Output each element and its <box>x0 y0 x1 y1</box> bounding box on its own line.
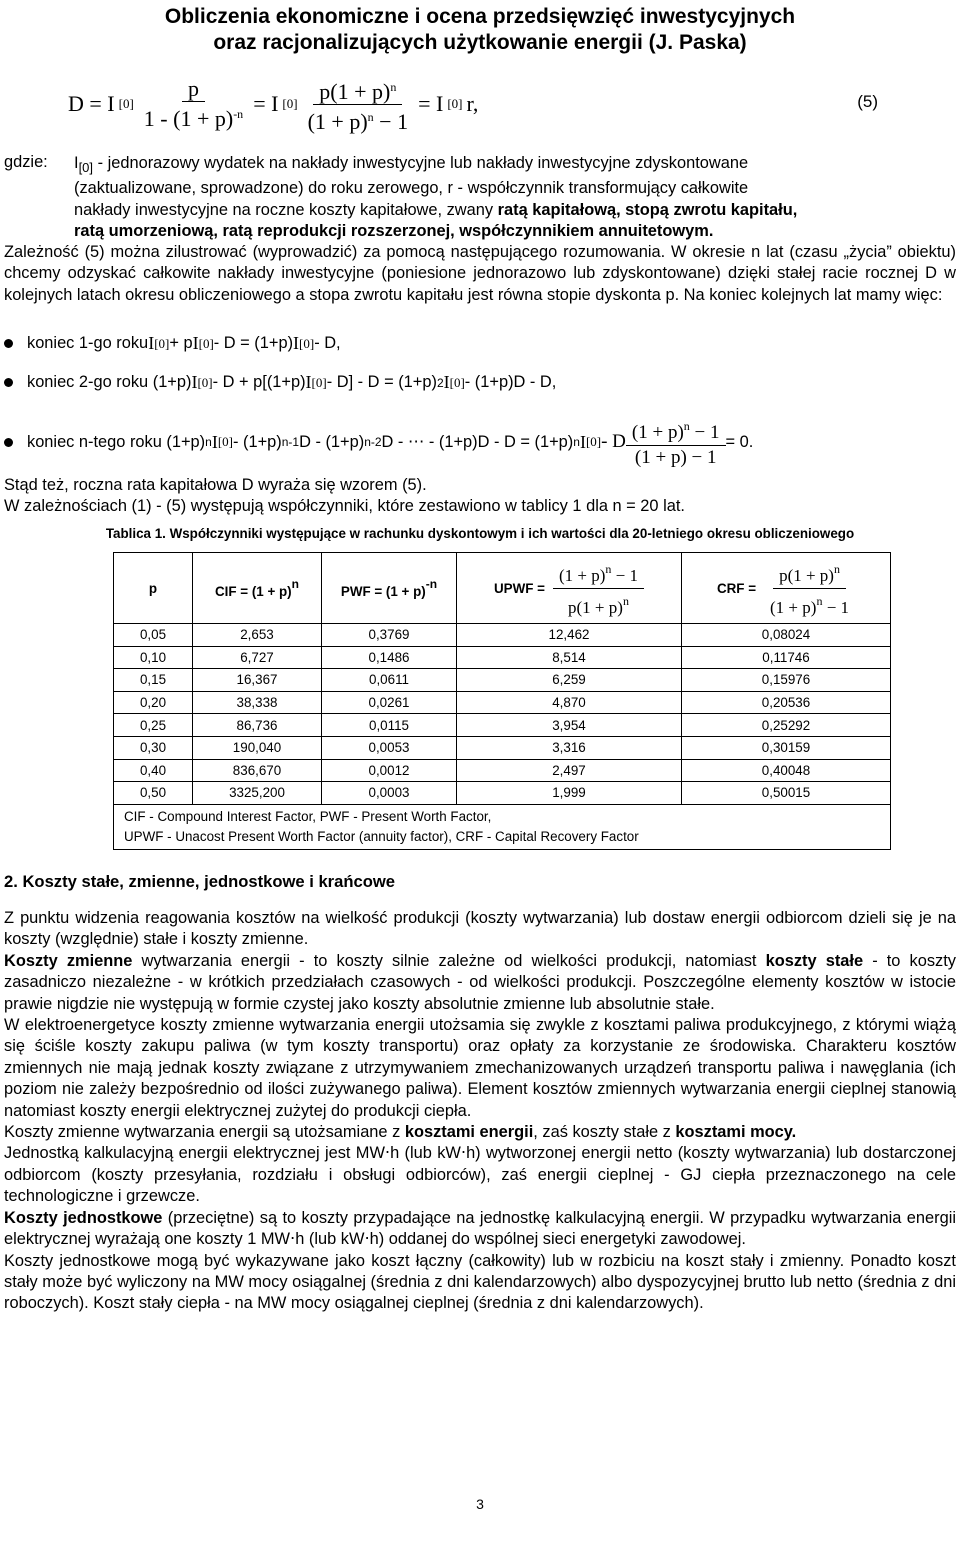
col-header-crf: CRF = $\frac{p(1 + p)^n}{(1 + p)^n - 1}$ <box>682 553 891 624</box>
table-cell: 0,30 <box>114 736 193 759</box>
col-header-pwf: PWF = (1 + p)-n <box>322 553 457 624</box>
table-cell: 16,367 <box>193 669 322 692</box>
table-row <box>114 669 891 692</box>
table-cell: 3,316 <box>457 736 682 759</box>
table-row <box>114 714 891 737</box>
bullet-dot <box>4 378 13 387</box>
formula-fraction-1: $\frac{p}{1 - (1 + p)^{-n}}$ <box>143 76 244 131</box>
section-heading: 2. Koszty stałe, zmienne, jednostkowe i krańcowe <box>4 872 395 891</box>
table-row <box>114 624 891 647</box>
bullet-year-n: koniec n-tego roku (1+p) n I [0] - (1+p) n-1 D - (1+p) n-2 D - ⋯ - (1+p)D - D = (1+p) n I [0] - D $\frac{(1 + p)^n - 1}{(1 + p) - 1}$ = 0. <box>4 414 753 470</box>
table-cell: 0,0611 <box>322 669 457 692</box>
table-cell: 0,25292 <box>682 714 891 737</box>
conclusion-line-2: W zależnościach (1) - (5) występują współczynniki, które zestawiono w tablicy 1 dla n = 20 lat. <box>4 497 685 515</box>
table-note: CIF - Compound Interest Factor, PWF - Present Worth Factor, UPWF - Unacost Present Worth Factor (annuity factor), CRF - Capital Recovery Factor <box>114 804 891 849</box>
table-cell: 836,670 <box>193 759 322 782</box>
formula-lhs: D = I <box>68 91 115 116</box>
table-cell: 0,0012 <box>322 759 457 782</box>
table-cell: 8,514 <box>457 646 682 669</box>
page-title <box>0 4 960 56</box>
where-label: gdzie: <box>4 153 48 171</box>
table-cell: 0,05 <box>114 624 193 647</box>
bullet-year-2: koniec 2-go roku (1+p) I [0] - D + p[(1+p) I [0] - D] - D = (1+p) 2 I [0] - (1+p)D - D, <box>4 372 556 393</box>
table-cell: 0,40048 <box>682 759 891 782</box>
paragraph: Koszty zmienne wytwarzania energii są utożsamiane z kosztami energii, zaś koszty stałe z kosztami mocy. <box>4 1123 797 1142</box>
table-row <box>114 691 891 714</box>
table-cell: 0,0053 <box>322 736 457 759</box>
col-header-cif: CIF = (1 + p)n <box>193 553 322 624</box>
table-row <box>114 782 891 805</box>
table-cell: 0,0115 <box>322 714 457 737</box>
factors-table <box>113 552 891 850</box>
paragraph: W elektroenergetyce koszty zmienne wytwarzania energii utożsamia się zwykle z kosztami paliwa produkcyjnego, z którymi wiążą się ściśle koszty zakupu paliwa (w tym koszty transportu) oraz opłaty za korzystanie ze środowiska. Charakteru kosztów zmiennych nie mają jednak koszty związane z utrzymywaniem zmechanizowanych urządzeń transportu paliwa i nawęglania (ich poziom nie zależy bezpośrednio od ilości zużywanego paliwa). Element kosztów zmiennych wytwarzania energii cieplnej stanowią natomiast koszty energii elektrycznej zużytej do produkcji ciepła. <box>4 1016 956 1120</box>
table-cell: 0,30159 <box>682 736 891 759</box>
table-cell: 0,08024 <box>682 624 891 647</box>
table-cell: 0,11746 <box>682 646 891 669</box>
paragraph-derivation: Zależność (5) można zilustrować (wyprowadzić) za pomocą następującego rozumowania. W okresie n lat (czasu „życia” obiektu) chcemy odzyskać całkowite nakłady inwestycyjne (poniesione jednorazowo lub zdyskontowane) dzięki stałej racie rocznej D w kolejnych latach okresu obliczeniowego a stopa zwrotu kapitału jest równa stopie dyskonta p. Na koniec kolejnych lat mamy więc: <box>4 243 956 304</box>
table-cell: 0,20536 <box>682 691 891 714</box>
table-cell: 0,40 <box>114 759 193 782</box>
table-cell: 0,15 <box>114 669 193 692</box>
table-cell: 12,462 <box>457 624 682 647</box>
table-cell: 3,954 <box>457 714 682 737</box>
table-row <box>114 759 891 782</box>
table-cell: 3325,200 <box>193 782 322 805</box>
page-number: 3 <box>476 1496 484 1512</box>
table-cell: 2,653 <box>193 624 322 647</box>
table-cell: 0,20 <box>114 691 193 714</box>
table-cell: 86,736 <box>193 714 322 737</box>
paragraph: Z punktu widzenia reagowania kosztów na wielkość produkcji (koszty wytwarzania) lub dostaw energii odbiorcom dzieli się je na koszty (względnie) stałe i koszty zmienne. <box>4 909 956 949</box>
table-cell: 4,870 <box>457 691 682 714</box>
table-note-row <box>114 804 891 849</box>
paragraph: Koszty jednostkowe (przeciętne) są to koszty przypadające na jednostkę kalkulacyjną energii. W przypadku wytwarzania energii elektrycznej wyrażają one koszty 1 MW⋅h (lub kW⋅h) oddanej do wspólnej sieci energetyki zawodowej. <box>4 1208 956 1249</box>
table-cell: 0,50 <box>114 782 193 805</box>
table-cell: 0,0261 <box>322 691 457 714</box>
table-cell: 0,50015 <box>682 782 891 805</box>
col-header-p: p <box>114 553 193 624</box>
formula-5: D = I [0] $\frac{p}{1 - (1 + p)^{-n}}$ = I [0] $\frac{p(1 + p)^n}{(1 + p)^n - 1}$ = I [0] r, <box>68 76 479 134</box>
table-cell: 0,1486 <box>322 646 457 669</box>
paragraph: Koszty zmienne wytwarzania energii - to koszty silnie zależne od wielkości produkcji, natomiast koszty stałe - to koszty zasadniczo niezależne - w krótkich przedziałach czasowych - od wielkości produkcji. Poszczególne elementy kosztów w istocie prawie nigdzie nie występują w formie czystej jako koszty absolutnie zmienne lub absolutnie stałe. <box>4 951 956 1013</box>
bullet-fraction: $\frac{(1 + p)^n - 1}{(1 + p) - 1}$ <box>626 414 726 470</box>
title-line-1: Obliczenia ekonomiczne i ocena przedsięwzięć inwestycyjnych <box>164 5 796 28</box>
conclusion-line-1: Stąd też, roczna rata kapitałowa D wyraża się wzorem (5). <box>4 476 427 494</box>
table-cell: 0,15976 <box>682 669 891 692</box>
bullet-dot <box>4 339 13 348</box>
table-row <box>114 736 891 759</box>
table-cell: 0,10 <box>114 646 193 669</box>
table-cell: 2,497 <box>457 759 682 782</box>
table-cell: 0,25 <box>114 714 193 737</box>
table-cell: 1,999 <box>457 782 682 805</box>
table-cell: 0,0003 <box>322 782 457 805</box>
bullet-dot <box>4 438 13 447</box>
table-cell: 6,259 <box>457 669 682 692</box>
bullet-year-1: koniec 1-go roku I [0] + p I [0] - D = (1+p) I [0] - D, <box>4 333 341 354</box>
title-line-2: oraz racjonalizujących użytkowanie energii (J. Paska) <box>213 31 747 54</box>
table-cell: 6,727 <box>193 646 322 669</box>
table-row <box>114 646 891 669</box>
table-cell: 0,3769 <box>322 624 457 647</box>
where-text: $I_{[0]}$ - jednorazowy wydatek na nakłady inwestycyjne lub nakłady inwestycyjne zdyskontowane (zaktualizowane, sprowadzone) do roku zerowego, r - współczynnik transformujący całkowite nakłady inwestycyjne na roczne koszty kapitałowe, zwany ratą kapitałową, stopą zwrotu kapitału, ratą umorzeniową, ratą reprodukcji rozszerzonej, współczynnikiem annuitetowym. <box>74 154 798 241</box>
section-body <box>4 908 956 1315</box>
table-caption: Tablica 1. Współczynniki występujące w rachunku dyskontowym i ich wartości dla 20-letniego okresu obliczeniowego <box>105 526 855 541</box>
formula-fraction-2: $\frac{p(1 + p)^n}{(1 + p)^n - 1}$ <box>302 75 414 134</box>
col-header-upwf: UPWF = $\frac{(1 + p)^n - 1}{p(1 + p)^n}$ <box>457 553 682 624</box>
table-cell: 190,040 <box>193 736 322 759</box>
table-header-row <box>114 553 891 624</box>
paragraph: Koszty jednostkowe mogą być wykazywane jako koszt łączny (całkowity) lub w rozbiciu na koszt stały i zmienny. Ponadto koszt stały może być wyliczony na MW mocy osiągalnej (średnia z dni kalendarzowych) albo dyspozycyjnej brutto lub netto (średnia z dni roboczych). Koszt stały ciepła - na MW mocy osiągalnej cieplnej (średnia z dni kalendarzowych). <box>4 1251 956 1313</box>
paragraph: Jednostką kalkulacyjną energii elektrycznej jest MW⋅h (lub kW⋅h) wytworzonej energii netto (koszty wytwarzania) lub dostarczonej odbiorcom (koszty przesyłania, rozdziału i obsługi odbiorców), zaś energii cieplnej - GJ ciepła przeznaczonego na cele technologiczne i grzewcze. <box>4 1144 956 1206</box>
formula-number: (5) <box>857 92 878 111</box>
table-cell: 38,338 <box>193 691 322 714</box>
